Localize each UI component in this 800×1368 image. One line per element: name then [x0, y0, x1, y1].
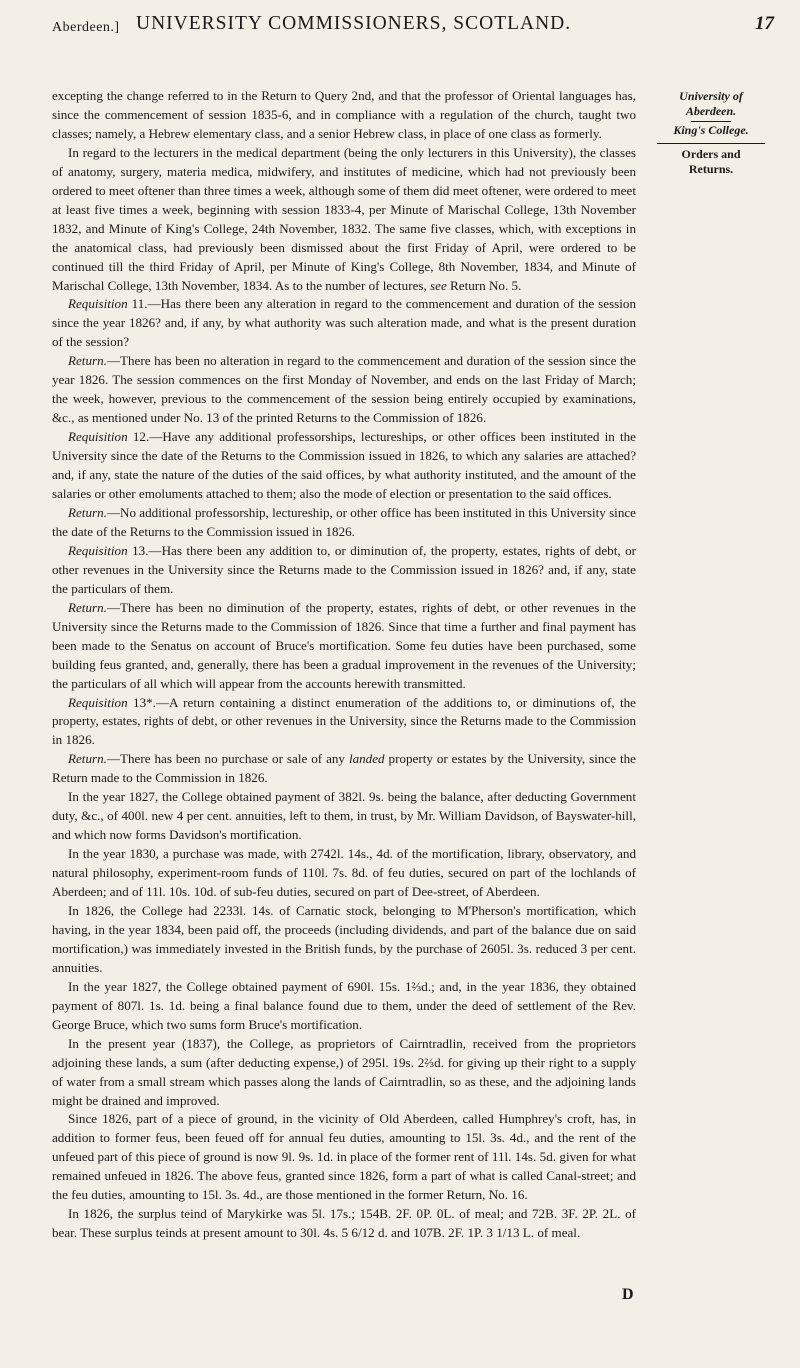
- margin-note-orders: [655, 147, 767, 176]
- return-11: Return.—There has been no alteration in regard to the commencement and duration of the session since the year 1826. The session commences on the first Monday of November, and ends on the last Friday of March; the week, however, previous to the commencement of the session being entirely occupied by examinations, &c., as mentioned under No. 13 of the printed Returns to the Commission of 1826.: [52, 353, 636, 426]
- margin-college: King's College.: [673, 123, 749, 137]
- paragraph-marykirke: In 1826, the surplus teind of Marykirke was 5l. 17s.; 154B. 2F. 0P. 0L. of meal; and 72B. 3F. 2P. 2L. of bear. These surplus teinds at present amount to 30l. 4s. 5 6/12 d. and 107B. 2F. 1P. 3 1/13 L. of meal.: [52, 1206, 636, 1241]
- paragraph-1830: In the year 1830, a purchase was made, with 2742l. 14s., 4d. of the mortification, library, observatory, and natural philosophy, experiment-room funds of 110l. 7s. 8d. of feu duties, secured on part of the lochlands of Aberdeen; and of 11l. 10s. 10d. of sub-feu duties, secured on part of Dee-street, of Aberdeen.: [52, 846, 636, 900]
- return-13-star: Return.—There has been no purchase or sale of any landed property or estates by the University, since the Return made to the Commission in 1826.: [52, 751, 636, 786]
- return-13: Return.—There has been no diminution of the property, estates, rights of debt, or other revenues in the University since the Returns made to the Commission of 1826. Since that time a further and final payment has been made to the Senatus on account of Bruce's mortification. Some feu duties have been purchased, some building feus granted, and, generally, there has been a gradual improvement in the revenues of the University; the particulars of all which will appear from the accounts herewith transmitted.: [52, 599, 636, 691]
- requisition-12: Requisition 12.—Have any additional professorships, lectureships, or other offices been instituted in the University since the date of the Returns to the Commission issued in 1826, to which any salaries are attached? and, if any, state the nature of the duties of the said offices, by what authority instituted, and the amount of the salaries or other emoluments attached to them; also the mode of election or presentation to the said offices.: [52, 429, 636, 502]
- paragraph-1826-carnatic: In 1826, the College had 2233l. 14s. of Carnatic stock, belonging to M'Pherson's mortification, which having, in the year 1834, been paid off, the proceeds (including dividends, and part of the balance due on said mortification,) was immediately invested in the British funds, by the purchase of 2605l. 3s. reduced 3 per cent. annuities.: [52, 902, 636, 975]
- paragraph-1837: In the present year (1837), the College, as proprietors of Cairntradlin, received from the proprietors adjoining these lands, a sum (after deducting expense,) of 295l. 19s. 2⅔d. for giving up their right to a supply of water from a small stream which passes along the lands of Cairntradlin, so as these, and the adjoining lands might be drained and improved.: [52, 1035, 636, 1108]
- margin-note-university: [655, 89, 767, 144]
- paragraph-1: excepting the change referred to in the Return to Query 2nd, and that the professor of Oriental languages has, since the commencement of session 1835-6, and in compliance with a regulation of the church, taught two classes; namely, a Hebrew elementary class, and a senior Hebrew class, in place of one class as formerly.: [52, 88, 636, 141]
- page-number: 17: [755, 13, 774, 34]
- margin-orders: Orders and: [681, 147, 741, 161]
- header-section: Aberdeen.]: [52, 20, 120, 35]
- requisition-13-star: Requisition 13*.—A return containing a distinct enumeration of the additions to, or diminutions of, the property, estates, rights of debt, or other revenues in the University, since the Returns made to the Commission in 1826.: [52, 694, 636, 748]
- paragraph-2: In regard to the lecturers in the medical department (being the only lecturers in this University), the classes of anatomy, surgery, materia medica, midwifery, and institutes of medicine, which had not previously been ordered to meet oftener than three times a week, although some of them did meet oftener, were ordered to meet at least five times a week, beginning with session 1833-4, per Minute of Marischal College, 13th November 1832, and Minute of King's College, 24th November, 1832. The same five classes, which, with exceptions in the anatomical class, had previously been dismissed about the first Friday of April, were ordered to be continued till the third Friday of April, per Minute of King's College, 8th November, 1834, and Minute of Marischal College, 13th November, 1834. As to the number of lectures, see Return No. 5.: [52, 144, 636, 293]
- requisition-13: Requisition 13.—Has there been any addition to, or diminution of, the property, estates, rights of debt, or other revenues in the University since the Returns made to the Commission issued in 1826? and, if any, state the particulars of them.: [52, 542, 636, 596]
- margin-long-rule: [657, 143, 765, 144]
- return-12: Return.—No additional professorship, lectureship, or other office has been instituted in this University since the date of the Returns to the Commission issued in 1826.: [52, 504, 636, 539]
- paragraph-humphreys-croft: Since 1826, part of a piece of ground, in the vicinity of Old Aberdeen, called Humphrey's croft, has, in addition to former feus, been feued off for annual feu duties, amounting to 15l. 3s. 4d., and the rent of the unfeued part of this piece of ground is now 9l. 9s. 1d. in place of the former rent of 11l. 14s. 5d. given for what remained unfeued in 1826. The above feus, granted since 1826, form a part of what is called Canal-street; and the feu duties, amounting to 15l. 3s. 4d., are those mentioned in the former Return, No. 16.: [52, 1111, 636, 1203]
- margin-aberdeen: Aberdeen.: [685, 103, 737, 118]
- paragraph-1827-bruce: In the year 1827, the College obtained payment of 690l. 15s. 1⅔d.; and, in the year 1836, they obtained payment of 807l. 1s. 1d. being a final balance found due to them, under the deed of settlement of the Rev. George Bruce, which two sums form Bruce's mortification.: [52, 978, 636, 1032]
- margin-university: University of: [679, 89, 743, 103]
- header-title: UNIVERSITY COMMISSIONERS, SCOTLAND.: [136, 13, 572, 34]
- margin-short-rule: [691, 121, 731, 122]
- requisition-11: Requisition 11.—Has there been any alteration in regard to the commencement and duration of the session since the year 1826? and, if any, by what authority was such alteration made, and what is the present duration of the session?: [52, 296, 636, 350]
- running-header: [52, 10, 774, 46]
- signature-mark: D: [622, 1286, 634, 1303]
- body-text: [52, 87, 636, 1243]
- margin-returns: Returns.: [688, 161, 734, 176]
- paragraph-1827: In the year 1827, the College obtained payment of 382l. 9s. being the balance, after deducting Government duty, &c., of 400l. new 4 per cent. annuities, left to them, in trust, by Mr. William Davidson, of Bayswater-hill, and which now forms Davidson's mortification.: [52, 789, 636, 843]
